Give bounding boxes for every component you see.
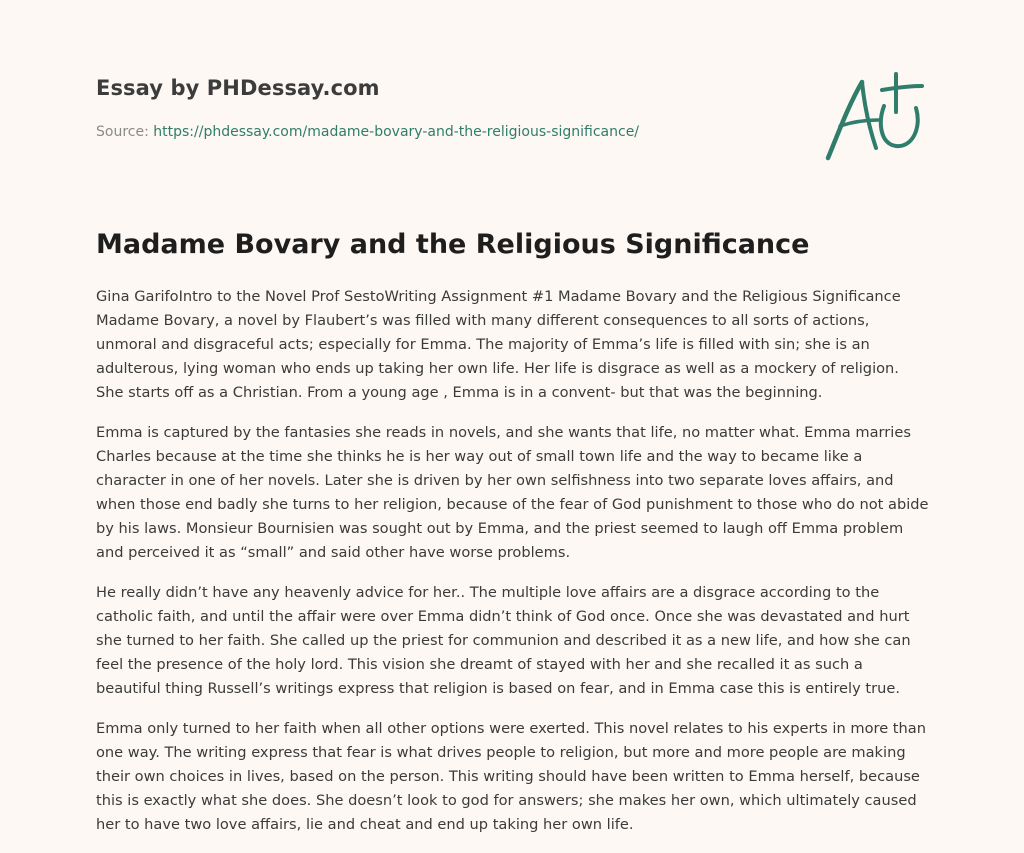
page-title: Madame Bovary and the Religious Significance — [96, 229, 810, 260]
source-label: Source: — [96, 124, 154, 140]
paragraph: Emma only turned to her faith when all other options were exerted. This novel relates to his experts in more than one way. The writing express that fear is what drives people to religion, but more and more people are making their own choices in lives, based on the person. This writing should have been written to Emma herself, because this is exactly what she does. She doesn’t look to god for answers; she makes her own, which ultimately caused her to have two love affairs, lie and cheat and end up taking her own life. — [96, 720, 926, 833]
source-link[interactable]: https://phdessay.com/madame-bovary-and-the-religious-significance/ — [153, 124, 640, 140]
paragraph: Emma is captured by the fantasies she reads in novels, and she wants that life, no matter what. Emma marries Charles because at the time she thinks he is her way out of small town life and the way to became like a character in one of her novels. Later she is driven by her own selfishness into two separate loves affairs, and when those end badly she turns to her religion, because of the fear of God punishment to those who do not abide by his laws. Monsieur Bournisien was sought out by Emma, and the priest seemed to laugh off Emma problem and perceived it as “small” and said other have worse problems. — [96, 424, 929, 561]
paragraph: Gina GarifoIntro to the Novel Prof SestoWriting Assignment #1 Madame Bovary and the Religious Significance Madame Bovary, a novel by Flaubert’s was filled with many different consequences to all sorts of actions, unmoral and disgraceful acts; especially for Emma. The majority of Emma’s life is filled with sin; she is an adulterous, lying woman who ends up taking her own life. Her life is disgrace as well as a mockery of religion. She starts off as a Christian. From a young age , Emma is in a convent- but that was the beginning. — [96, 288, 901, 401]
a-plus-grade-icon — [818, 66, 930, 166]
source-line — [96, 124, 639, 140]
article-body — [96, 285, 930, 853]
site-brand: Essay by PHDessay.com — [96, 76, 380, 100]
paragraph: He really didn’t have any heavenly advice for her.. The multiple love affairs are a disgrace according to the catholic faith, and until the affair were over Emma didn’t think of God once. Once she was devastated and hurt she turned to her faith. She called up the priest for communion and described it as a new life, and how she can feel the presence of the holy lord. This vision she dreamt of stayed with her and she recalled it as such a beautiful thing Russell’s writings express that religion is based on fear, and in Emma case this is entirely true. — [96, 584, 911, 697]
